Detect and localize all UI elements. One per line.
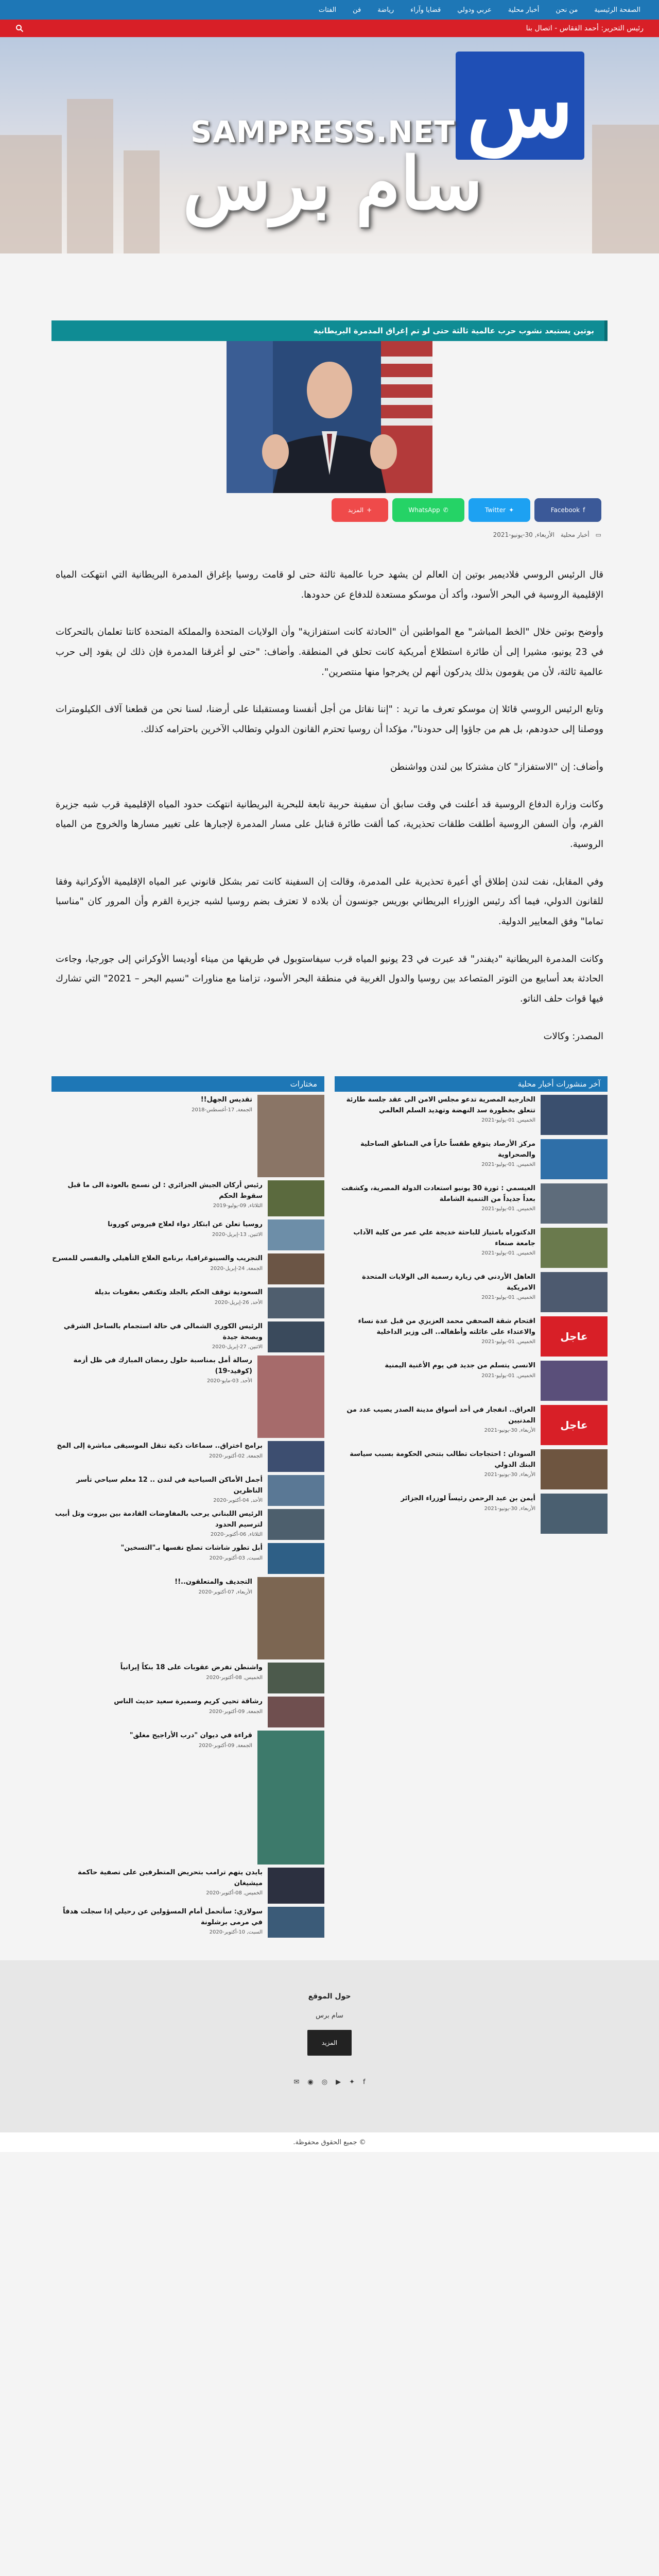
latest-news-item[interactable] xyxy=(335,1405,608,1446)
nav-item-home[interactable]: الصفحة الرئيسية xyxy=(594,6,640,14)
picks-date: الثلاثاء, 09-يوليو-2019 xyxy=(213,1202,263,1209)
skyline-building xyxy=(592,125,659,253)
rss-icon[interactable]: ◉ xyxy=(307,2078,314,2087)
picks-date: الأحد, 26-إبريل-2020 xyxy=(214,1299,263,1306)
site-footer xyxy=(0,1960,659,2132)
picks-section xyxy=(51,1076,324,1938)
nav-item-arab-world[interactable]: عربي ودولي xyxy=(457,6,492,14)
main-content xyxy=(51,320,608,1938)
picks-date: الجمعة, 17-أغسطس-2018 xyxy=(192,1107,252,1113)
article-meta xyxy=(51,531,601,538)
picks-thumbnail[interactable] xyxy=(268,1475,324,1506)
share-twitter-label: Twitter xyxy=(484,506,506,514)
picks-date: الاثنين, 13-إبريل-2020 xyxy=(212,1231,263,1238)
picks-date: الجمعة, 24-إبريل-2020 xyxy=(210,1265,263,1272)
nav-item-local-news[interactable]: أخبار محلية xyxy=(508,6,540,14)
picks-thumbnail[interactable] xyxy=(268,1287,324,1318)
news-thumbnail[interactable] xyxy=(541,1361,608,1401)
picks-date: الجمعة, 09-أكتوبر-2020 xyxy=(198,1742,252,1749)
news-date: الخميس, 01-يوليو-2021 xyxy=(481,1161,535,1167)
twitter-icon: ✦ xyxy=(509,506,514,514)
news-thumbnail[interactable] xyxy=(541,1494,608,1534)
picks-title[interactable]: الرئيس الكوري الشمالي في حالة استجمام بالساحل الشرقي وبصحة جيدة xyxy=(63,1323,263,1341)
share-whatsapp-button[interactable] xyxy=(392,498,464,522)
news-date: الخميس, 01-يوليو-2021 xyxy=(481,1338,535,1345)
latest-news-item[interactable] xyxy=(335,1272,608,1313)
picks-thumbnail[interactable] xyxy=(268,1907,324,1938)
news-title[interactable]: مركز الأرصاد يتوقع طقساً حاراً في المناطق الساحلية والصحراوية xyxy=(360,1140,535,1159)
news-thumbnail[interactable] xyxy=(541,1272,608,1312)
social-icons xyxy=(0,2078,659,2086)
urgent-label: عاجل xyxy=(560,1330,588,1343)
news-thumbnail[interactable] xyxy=(541,1095,608,1135)
picks-date: الأحد, 04-أكتوبر-2020 xyxy=(213,1497,263,1503)
picks-date: السبت, 10-أكتوبر-2020 xyxy=(209,1929,263,1935)
article-date: الأربعاء, 30-يونيو-2021 xyxy=(493,531,554,538)
nav-item-opinions[interactable]: قضايا وآراء xyxy=(410,6,441,14)
logo-letter: س xyxy=(466,54,574,157)
picks-date: الأربعاء, 07-أكتوبر-2020 xyxy=(198,1589,252,1595)
share-facebook-label: Facebook xyxy=(550,506,580,514)
news-title[interactable]: العاهل الأردني في زيارة رسمية الى الولايات المتحدة الامريكية xyxy=(362,1273,535,1292)
article-photo xyxy=(227,341,432,493)
picks-title[interactable]: أبل تطور شاشات تصلح نفسها بـ"التسخين" xyxy=(120,1544,263,1552)
picks-title[interactable]: الرئيس اللبناني يرحب بالمفاوضات القادمة بين بيروت وتل أبيب لترسيم الحدود xyxy=(55,1510,263,1529)
picks-date: الأحد, 03-مايو-2020 xyxy=(206,1378,252,1384)
news-title[interactable]: أيمن بن عبد الرحمن رئيساً لوزراء الجزائر xyxy=(401,1495,535,1503)
picks-date: السبت, 03-أكتوبر-2020 xyxy=(209,1555,263,1561)
picks-item[interactable] xyxy=(51,1287,324,1318)
picks-thumbnail[interactable] xyxy=(268,1868,324,1904)
article-paragraph: وفي المقابل، نفت لندن إطلاق أي أعيرة تحذيرية على المدمرة، وقالت إن السفينة كانت تمر بشكل قانوني عبر المياه الإقليمية الأوكرانية وفقا للقانون الدولي، فيما أكد رئيس الوزراء البريطاني بوريس جونسون أن بلاده لا تعترف بضم روسيا لشبه جزيرة القرم وأن المرور كان "مناسبا تماما" وفق المعايير الدولية. xyxy=(56,876,603,927)
picks-item[interactable] xyxy=(51,1509,324,1540)
picks-item[interactable] xyxy=(51,1475,324,1506)
nav-item-about[interactable]: من نحن xyxy=(556,6,578,14)
picks-thumbnail[interactable] xyxy=(257,1577,324,1659)
news-title[interactable]: اقتحام شقة الصحفي محمد العزيزي من قبل عدة نساء والاعتداء على عائلته وأطفاله.. الى وزير الداخلية xyxy=(358,1317,535,1336)
picks-title[interactable]: السعودية توقف الحكم بالجلد وتكتفي بعقوبات بديلة xyxy=(94,1289,263,1297)
share-twitter-button[interactable] xyxy=(469,498,530,522)
picks-title[interactable]: التجديف والمتعلقون..!! xyxy=(175,1578,252,1586)
picks-heading: مختارات xyxy=(51,1076,324,1092)
ticker-text[interactable]: رئيس التحرير: أحمد الفقاس - اتصال بنا xyxy=(526,24,644,32)
news-date: الأربعاء, 30-يونيو-2021 xyxy=(484,1427,535,1433)
picks-title[interactable]: رشاقة تحيي كريم وسميرة سعيد حديث الناس xyxy=(114,1698,263,1706)
picks-date: الخميس, 08-أكتوبر-2020 xyxy=(206,1674,263,1681)
picks-list xyxy=(51,1095,324,1938)
search-icon[interactable] xyxy=(15,24,24,32)
picks-title[interactable]: تقديس الجهل!! xyxy=(200,1096,252,1104)
share-buttons xyxy=(51,498,608,522)
news-date: الخميس, 01-يوليو-2021 xyxy=(481,1206,535,1212)
picks-item[interactable] xyxy=(51,1441,324,1472)
share-whatsapp-label: WhatsApp xyxy=(408,506,440,514)
picks-item[interactable] xyxy=(51,1355,324,1438)
article-paragraph: وكانت وزارة الدفاع الروسية قد أعلنت في وقت سابق أن سفينة حربية تابعة للبحرية البريطانية انتهكت حدود المياه الإقليمية قرب شبه جزيرة القرم، وأن السفن الروسية أطلقت طلقات تحذيرية، كما ألقت طائرة قنابل على مسار المدمرة لإجبارها على تغيير مسارها والخروج من المياه الروسية. xyxy=(56,799,603,850)
news-date: الخميس, 01-يوليو-2021 xyxy=(481,1372,535,1379)
news-thumbnail[interactable] xyxy=(541,1139,608,1179)
share-facebook-button[interactable] xyxy=(534,498,601,522)
article-paragraph: وتابع الرئيس الروسي قائلا إن موسكو تعرف ما تريد : "إننا نقاتل من أجل أنفسنا ومستقبلنا على أرضنا، لسنا نحن من قطعنا آلاف الكيلومترات ووصلنا إلى حدودهم، بل هم من جاؤوا إلى حدودنا"، مؤكدا أن روسيا تحترم القانون الدولي وتطالب الآخرين باحترامه كذلك. xyxy=(56,704,603,735)
picks-title[interactable]: أجمل الأماكن السياحية في لندن .. 12 معلم سياحي تأسر الناظرين xyxy=(76,1476,263,1495)
footer-about-text: سام برس xyxy=(316,2012,343,2020)
picks-title[interactable]: رسالة أمل بمناسبة حلول رمضان المبارك في ظل أزمة (كوفيد-19) xyxy=(73,1357,252,1375)
article-paragraph: وأضاف: إن "الاستفزاز" كان مشتركا بين لندن وواشنطن xyxy=(390,761,603,772)
plus-icon: + xyxy=(367,506,372,514)
picks-date: الثلاثاء, 06-أكتوبر-2020 xyxy=(210,1531,263,1537)
picks-thumbnail[interactable] xyxy=(268,1219,324,1250)
picks-date: الجمعة, 02-أكتوبر-2020 xyxy=(209,1453,263,1459)
category-icon: ▭ xyxy=(595,531,601,538)
urgent-label: عاجل xyxy=(560,1419,588,1432)
picks-item[interactable] xyxy=(51,1219,324,1250)
latest-news-item[interactable] xyxy=(335,1361,608,1402)
picks-date: الخميس, 08-أكتوبر-2020 xyxy=(206,1890,263,1896)
article-paragraph: المصدر: وكالات xyxy=(543,1030,603,1042)
picks-thumbnail[interactable] xyxy=(257,1731,324,1865)
news-thumbnail[interactable] xyxy=(541,1405,608,1445)
news-date: الخميس, 01-يوليو-2021 xyxy=(481,1117,535,1123)
news-thumbnail[interactable] xyxy=(541,1228,608,1268)
picks-date: الجمعة, 09-أكتوبر-2020 xyxy=(209,1708,263,1715)
copyright-text: © جميع الحقوق محفوظة. xyxy=(293,2138,366,2146)
footer-about-title: حول الموقع xyxy=(308,1992,351,2001)
skyline-building xyxy=(0,135,62,253)
skyline-building xyxy=(124,150,160,253)
picks-item[interactable] xyxy=(51,1731,324,1865)
picks-title[interactable]: بايدن يتهم ترامب بتحريض المتطرفين على تصفية حاكمة ميشيغان xyxy=(77,1869,263,1887)
picks-title[interactable]: سولاري: سأتحمل أمام المسؤولين عن رحيلي إذا سجلت هدفاً في مرمى برشلونة xyxy=(63,1908,263,1926)
picks-thumbnail[interactable] xyxy=(268,1253,324,1284)
news-date: الخميس, 01-يوليو-2021 xyxy=(481,1250,535,1256)
latest-news-item[interactable] xyxy=(335,1316,608,1358)
article-category[interactable]: أخبار محلية xyxy=(560,531,589,538)
news-date: الأربعاء, 30-يونيو-2021 xyxy=(484,1505,535,1512)
picks-thumbnail[interactable] xyxy=(268,1697,324,1727)
picks-item[interactable] xyxy=(51,1253,324,1284)
share-more-button[interactable] xyxy=(332,498,388,522)
related-sections xyxy=(51,1076,608,1938)
latest-news-item[interactable] xyxy=(335,1494,608,1535)
copyright-bar xyxy=(0,2132,659,2152)
news-title[interactable]: الخارجية المصرية تدعو مجلس الامن الى عقد جلسة طارئة تتعلق بخطورة سد النهضة وتهديد السلم العالمي xyxy=(346,1096,535,1114)
facebook-icon: f xyxy=(583,506,585,514)
picks-item[interactable] xyxy=(51,1697,324,1727)
picks-thumbnail[interactable] xyxy=(257,1095,324,1177)
picks-thumbnail[interactable] xyxy=(268,1321,324,1352)
whatsapp-icon: ✆ xyxy=(443,506,448,514)
news-thumbnail[interactable] xyxy=(541,1183,608,1224)
logo-latin[interactable]: SAMPRESS.NET xyxy=(190,114,455,149)
picks-item[interactable] xyxy=(51,1095,324,1177)
mail-icon[interactable]: ✉ xyxy=(293,2078,300,2087)
latest-news-item[interactable] xyxy=(335,1183,608,1225)
article-paragraph: وكانت المدمرة البريطانية "ديفندر" قد عبرت في 23 يونيو المياه قرب سيفاستوبول في طريقها من ميناء أوديسا الأوكراني إلى جورجيا، وجاءت الحادثة بعد أسابيع من التوتر المتصاعد بين روسيا والدول الغربية في منطقة البحر الأسود، تزامنا مع مناورات "نسيم البحر – 2021" التي تشارك فيها قوات حلف الناتو. xyxy=(56,953,603,1004)
instagram-icon[interactable]: ◎ xyxy=(321,2078,328,2087)
picks-item[interactable] xyxy=(51,1321,324,1352)
picks-date: الاثنين, 27-إبريل-2020 xyxy=(212,1344,263,1350)
news-title[interactable]: السودان : احتجاجات تطالب بتنحي الحكومة بسبب سياسة البنك الدولي xyxy=(350,1450,535,1469)
latest-news-item[interactable] xyxy=(335,1139,608,1180)
facebook-icon[interactable]: f xyxy=(362,2078,366,2087)
youtube-icon[interactable]: ▶ xyxy=(336,2078,341,2087)
nav-item-sports[interactable]: رياضة xyxy=(377,6,394,14)
latest-local-news xyxy=(335,1076,608,1938)
picks-thumbnail[interactable] xyxy=(268,1509,324,1540)
picks-item[interactable] xyxy=(51,1543,324,1574)
news-thumbnail[interactable] xyxy=(541,1449,608,1489)
putin-photo-illustration xyxy=(227,341,432,493)
picks-item[interactable] xyxy=(51,1868,324,1904)
picks-item[interactable] xyxy=(51,1180,324,1216)
picks-item[interactable] xyxy=(51,1577,324,1659)
article-title: بوتين يستبعد نشوب حرب عالمية ثالثة حتى لو تم إغراق المدمرة البريطانية xyxy=(51,320,608,341)
site-header-banner xyxy=(0,37,659,253)
news-date: الأربعاء, 30-يونيو-2021 xyxy=(484,1471,535,1478)
latest-news-item[interactable] xyxy=(335,1228,608,1269)
article-paragraph: قال الرئيس الروسي فلاديمير بوتين إن العالم لن يشهد حربا عالمية ثالثة حتى لو قامت روسيا بإغراق المدمرة البريطانية التي انتهكت المياه الإقليمية الروسية في البحر الأسود، وأكد أن موسكو مستعدة للدفاع عن حدودها. xyxy=(56,569,603,600)
latest-list xyxy=(335,1095,608,1535)
news-title[interactable]: العيسمي : ثورة 30 يونيو استعادت الدولة المصرية، وكشفت بعداً جديداً من التنمية الشاملة xyxy=(341,1184,535,1203)
picks-title[interactable]: رئيس أركان الجيش الجزائري : لن نسمح بالعودة الى ما قبل سقوط الحكم xyxy=(67,1181,263,1200)
twitter-icon[interactable]: ✦ xyxy=(349,2078,355,2087)
skyline-building xyxy=(67,99,113,253)
picks-thumbnail[interactable] xyxy=(268,1663,324,1693)
picks-thumbnail[interactable] xyxy=(268,1180,324,1216)
latest-news-item[interactable] xyxy=(335,1095,608,1136)
share-more-label: المزيد xyxy=(348,506,364,514)
logo-arabic[interactable]: سام برس xyxy=(183,142,483,226)
nav-item-misc[interactable]: الفتات xyxy=(318,6,337,14)
footer-more-button[interactable]: المزيد xyxy=(307,2030,352,2056)
news-thumbnail[interactable] xyxy=(541,1316,608,1357)
picks-item[interactable] xyxy=(51,1663,324,1693)
picks-item[interactable] xyxy=(51,1907,324,1938)
article-body xyxy=(56,565,603,1046)
picks-title[interactable]: برامج اختراق.. سماعات ذكية تنقل الموسيقى مباشرة إلى المخ xyxy=(57,1442,263,1450)
news-title[interactable]: الانسي يتسلم من جديد في يوم الأغنية اليمنية xyxy=(385,1362,535,1370)
nav-item-art[interactable]: فن xyxy=(353,6,361,14)
news-date: الخميس, 01-يوليو-2021 xyxy=(481,1294,535,1300)
latest-heading: آخر منشورات أخبار محلية xyxy=(335,1076,608,1092)
picks-thumbnail[interactable] xyxy=(268,1441,324,1472)
picks-thumbnail[interactable] xyxy=(257,1355,324,1438)
picks-thumbnail[interactable] xyxy=(268,1543,324,1574)
latest-news-item[interactable] xyxy=(335,1449,608,1490)
ticker-bar xyxy=(0,20,659,37)
top-navigation xyxy=(0,0,659,20)
picks-title[interactable]: روسيا تعلن عن ابتكار دواء لعلاج فيروس كورونا xyxy=(108,1221,263,1229)
news-title[interactable]: العراق.. انفجار في أحد أسواق مدينة الصدر يصيب عدد من المدنيين xyxy=(346,1406,535,1425)
picks-title[interactable]: قراءة في ديوان "درب الأراجيح مغلق" xyxy=(129,1732,252,1740)
article-paragraph: وأوضح بوتين خلال "الخط المباشر" مع المواطنين أن "الحادثة كانت استفزازية" وأن الولايات المتحدة والمملكة المتحدة كانتا تعلمان بالتحركات في 23 يونيو، مشيرا إلى أن طائرة استطلاع أمريكية كانت تحلق في المنطقة. وأضاف: "حتى لو أغرقنا المدمرة فإن ذلك لن يقود إلى حرب عالمية ثالثة، لأن من يقومون بذلك يدركون أنهم لن يخرجوا منها منتصرين". xyxy=(56,626,603,677)
news-title[interactable]: الدكتوراه بامتياز للباحثة خديجة علي عمر من كلية الآداب جامعة صنعاء xyxy=(353,1229,535,1247)
picks-title[interactable]: واشنطن تفرض عقوبات على 18 بنكاً إيرانياً xyxy=(120,1664,263,1672)
picks-title[interactable]: التجريب والسينوغرافيا، برنامج العلاج التأهيلي والنفسي للمسرح xyxy=(52,1255,263,1263)
